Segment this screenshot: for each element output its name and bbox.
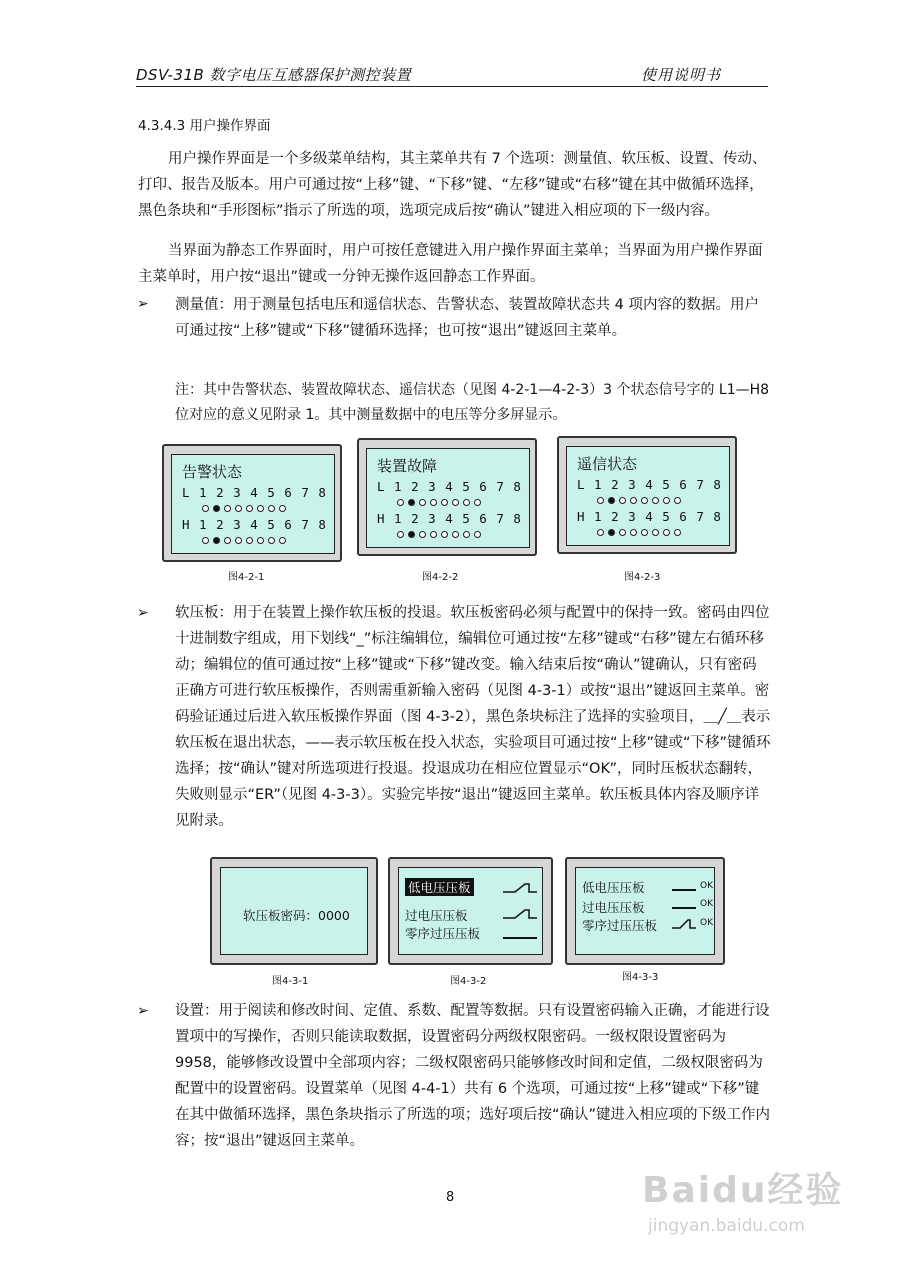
- status-dots: [397, 499, 481, 506]
- status-dots: [597, 529, 681, 536]
- bit-row-h: H 1 2 3 4 5 6 7 8: [377, 511, 522, 526]
- caption-4-3-3: 图4-3-3: [622, 972, 659, 983]
- bit-row-h: H 1 2 3 4 5 6 7 8: [577, 509, 722, 524]
- bullet-settings: 设置：用于阅读和修改时间、定值、系数、配置等数据。只有设置密码输入正确，才能进行设置项中的写操作，否则只能读取数据，设置密码分两级权限密码。一级权限设置密码为 9958，能够修改设置中全部项内容；二级权限密码只能够修改时间和定值，二级权限密码为配置中的设置密码。设置菜单（见图 4-4-1）共有 6 个选项，可通过按“上移”键或“下移”键在其中做循环选择，黑色条块指示了所选的项；选好项后按“确认”键进入相应项的下级工作内容；按“退出”键返回主菜单。: [175, 1003, 771, 1149]
- status-dots: [397, 531, 481, 538]
- status-dot-off: [397, 531, 404, 538]
- status-dot-off: [419, 499, 426, 506]
- status-figure-title: 告警状态: [182, 463, 243, 481]
- caption-4-3-2: 图4-3-2: [450, 976, 487, 987]
- status-dot-off: [663, 529, 670, 536]
- status-dot-off: [257, 505, 264, 512]
- status-figure-panel: [557, 436, 737, 554]
- status-dot-off: [674, 529, 681, 536]
- status-ok: OK: [700, 899, 713, 909]
- status-dot-off: [397, 499, 404, 506]
- status-dot-off: [268, 537, 275, 544]
- status-dots: [202, 505, 286, 512]
- bit-row-l: L 1 2 3 4 5 6 7 8: [182, 485, 327, 500]
- status-dot-on: [213, 537, 220, 544]
- status-dot-off: [202, 537, 209, 544]
- section-title: 4.3.4.3 用户操作界面: [138, 118, 271, 134]
- page-number: 8: [446, 1190, 455, 1205]
- status-dot-off: [268, 505, 275, 512]
- switch-closed-icon: [503, 930, 537, 942]
- status-dot-off: [630, 497, 637, 504]
- status-dot-off: [279, 505, 286, 512]
- bit-row-l: L 1 2 3 4 5 6 7 8: [577, 477, 722, 492]
- menu-item: 零序过压压板: [582, 918, 658, 933]
- status-dot-off: [202, 505, 209, 512]
- bullet-marker: ➢: [137, 1003, 149, 1019]
- caption-4-3-1: 图4-3-1: [272, 976, 309, 987]
- status-dot-on: [213, 505, 220, 512]
- status-figure-panel: [162, 444, 342, 562]
- watermark: [632, 1150, 872, 1260]
- status-dot-off: [235, 537, 242, 544]
- status-dot-off: [419, 531, 426, 538]
- menu-item: 过电压压板: [582, 900, 645, 915]
- menu-item: 零序过压压板: [405, 926, 481, 941]
- status-dot-off: [279, 537, 286, 544]
- watermark-url: jingyan.baidu.com: [648, 1216, 805, 1236]
- status-dot-off: [652, 529, 659, 536]
- status-ok: OK: [700, 881, 713, 891]
- paragraph-2: 当界面为静态工作界面时，用户可按任意键进入用户操作界面主菜单；当界面为用户操作界面主菜单时，用户按“退出”键或一分钟无操作返回静态工作界面。: [138, 243, 763, 285]
- status-dot-off: [441, 499, 448, 506]
- figure-caption: 图4-2-2: [422, 572, 459, 583]
- status-dot-on: [608, 529, 615, 536]
- status-dot-off: [430, 531, 437, 538]
- figure-4-3-1: [210, 857, 378, 965]
- status-figure-panel: [357, 438, 537, 556]
- status-dot-off: [224, 537, 231, 544]
- figure-caption: 图4-2-1: [228, 572, 265, 583]
- bullet-soft-plate: 软压板：用于在装置上操作软压板的投退。软压板密码必须与配置中的保持一致。密码由四位十进制数字组成，用下划线“_”标注编辑位，编辑位可通过按“左移”键或“右移”键左右循环移动；编辑位的值可通过按“上移”键或“下移”键改变。输入结束后按“确认”键确认，只有密码正确方可进行软压板操作，否则需重新输入密码（见图 4-3-1）或按“退出”键返回主菜单。密码验证通过后进入软压板操作界面（图 4-3-2），黑色条块标注了选择的实验项目，＿╱＿表示软压板在退出状态，——表示软压板在投入状态，实验项目可通过按“上移”键或“下移”键循环选择；按“确认”键对所选项进行投退。投退成功在相应位置显示“OK”，同时压板状态翻转，失败则显示“ER”（见图 4-3-3）。实验完毕按“退出”键返回主菜单。软压板具体内容及顺序详见附录。: [175, 605, 771, 829]
- switch-open-icon: [503, 908, 537, 920]
- status-dot-off: [630, 529, 637, 536]
- status-dots: [597, 497, 681, 504]
- status-dot-off: [619, 529, 626, 536]
- status-dot-off: [597, 529, 604, 536]
- status-dots: [202, 537, 286, 544]
- switch-closed-icon: [672, 900, 696, 912]
- menu-item: 过电压压板: [405, 908, 468, 923]
- figure-caption: 图4-2-3: [624, 572, 661, 583]
- status-dot-off: [235, 505, 242, 512]
- paragraph-1: 用户操作界面是一个多级菜单结构，其主菜单共有 7 个选项：测量值、软压板、设置、传动、打印、报告及版本。用户可通过按“上移”键、“下移”键、“左移”键或“右移”键在其中做循环选择，黑色条块和“手形图标”指示了所选的项，选项完成后按“确认”键进入相应项的下一级内容。: [138, 151, 767, 219]
- status-ok: OK: [700, 918, 713, 928]
- bullet-marker: ➢: [137, 605, 149, 621]
- header-right: 使用说明书: [641, 66, 722, 84]
- status-dot-off: [641, 497, 648, 504]
- watermark-logo: Baidu经验: [642, 1170, 844, 1211]
- status-dot-off: [674, 497, 681, 504]
- status-dot-off: [430, 499, 437, 506]
- figure-4-3-2: [388, 857, 553, 965]
- switch-closed-icon: [672, 882, 696, 894]
- figure-4-3-3: [565, 857, 725, 965]
- status-dot-on: [408, 531, 415, 538]
- status-dot-off: [463, 531, 470, 538]
- bit-row-l: L 1 2 3 4 5 6 7 8: [377, 479, 522, 494]
- status-dot-off: [452, 531, 459, 538]
- note-paragraph: 注：其中告警状态、装置故障状态、遥信状态（见图 4-2-1—4-2-3）3 个状态信号字的 L1—H8 位对应的意义见附录 1。其中测量数据中的电压等分多屏显示。: [175, 382, 770, 423]
- menu-item-selected: 低电压压板: [405, 878, 474, 896]
- status-dot-off: [441, 531, 448, 538]
- status-figure-title: 装置故障: [377, 457, 438, 475]
- bit-row-h: H 1 2 3 4 5 6 7 8: [182, 517, 327, 532]
- status-dot-off: [474, 499, 481, 506]
- status-dot-off: [224, 505, 231, 512]
- menu-item: 低电压压板: [582, 880, 645, 895]
- status-dot-off: [463, 499, 470, 506]
- status-dot-off: [663, 497, 670, 504]
- page-header: [136, 62, 768, 87]
- status-dot-off: [246, 505, 253, 512]
- status-dot-off: [597, 497, 604, 504]
- status-dot-off: [641, 529, 648, 536]
- bullet-measurement: 测量值：用于测量包括电压和遥信状态、告警状态、装置故障状态共 4 项内容的数据。用户可通过按“上移”键或“下移”键循环选择；也可按“退出”键返回主菜单。: [175, 297, 759, 339]
- switch-open-icon: [672, 918, 696, 930]
- header-title: DSV-31B 数字电压互感器保护测控装置: [136, 66, 412, 84]
- status-dot-off: [246, 537, 253, 544]
- bullet-marker: ➢: [137, 296, 149, 312]
- status-dot-off: [619, 497, 626, 504]
- status-dot-off: [257, 537, 264, 544]
- status-dot-on: [408, 499, 415, 506]
- password-label: 软压板密码：0000: [243, 908, 350, 923]
- status-dot-off: [452, 499, 459, 506]
- switch-open-icon: [503, 882, 537, 894]
- status-figure-title: 遥信状态: [577, 455, 638, 473]
- status-dot-off: [474, 531, 481, 538]
- status-dot-on: [608, 497, 615, 504]
- status-dot-off: [652, 497, 659, 504]
